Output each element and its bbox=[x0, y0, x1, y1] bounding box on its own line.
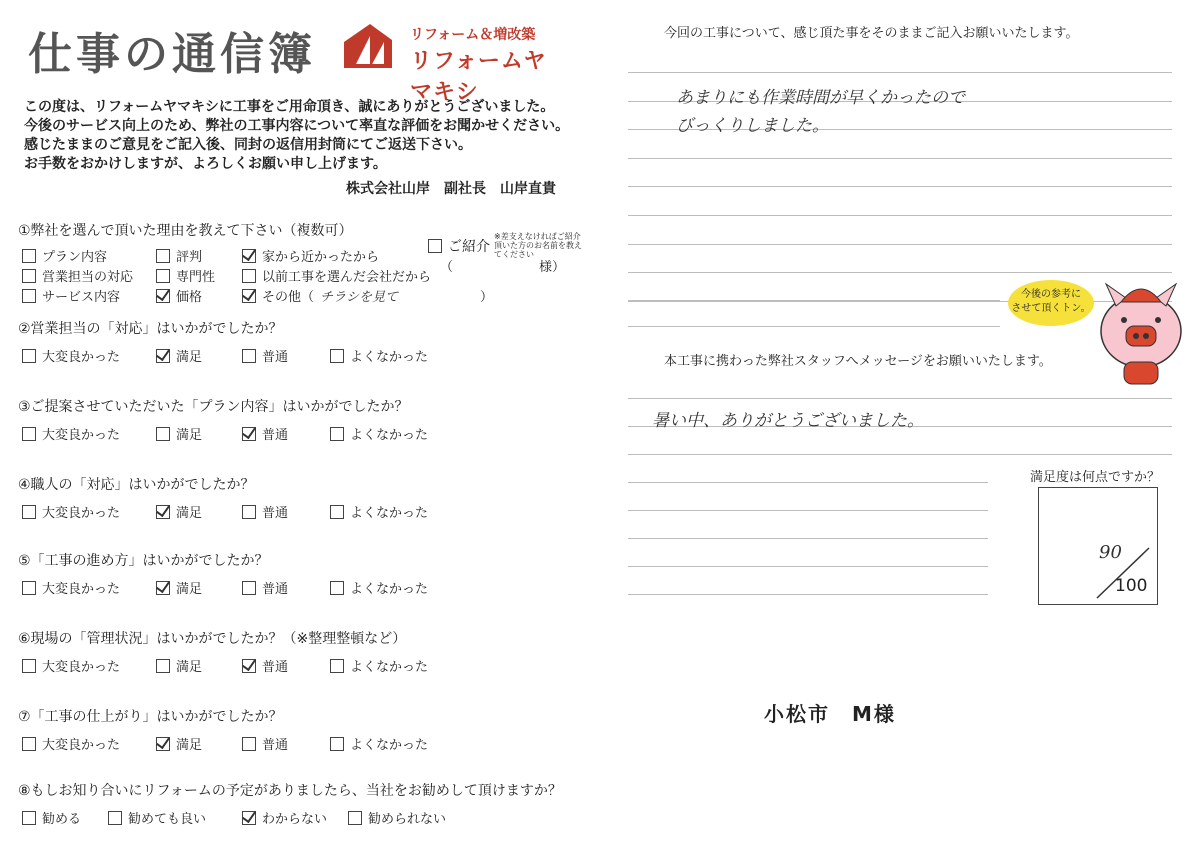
option-referral[interactable]: ご紹介 ※差支えなければご紹介頂いた方のお名前を教えてください bbox=[428, 232, 588, 259]
question-title: ③ご提案させていただいた「プラン内容」はいかがでしたか？ bbox=[18, 399, 409, 415]
rating-option[interactable]: 大変良かった bbox=[22, 424, 120, 443]
ruled-line bbox=[628, 510, 988, 511]
question-2 bbox=[18, 318, 598, 368]
rating-option[interactable]: よくなかった bbox=[330, 656, 428, 675]
checkbox[interactable] bbox=[330, 427, 344, 441]
option-sales-response[interactable]: 営業担当の対応 bbox=[22, 266, 133, 285]
checkbox[interactable] bbox=[242, 581, 256, 595]
ruled-line bbox=[628, 398, 1172, 399]
ruled-line bbox=[628, 272, 1172, 273]
checkbox[interactable] bbox=[330, 659, 344, 673]
checkbox[interactable] bbox=[108, 811, 122, 825]
rating-option[interactable]: よくなかった bbox=[330, 346, 428, 365]
question-1 bbox=[18, 220, 598, 306]
rating-option[interactable]: よくなかった bbox=[330, 424, 428, 443]
checkbox[interactable] bbox=[22, 289, 36, 303]
rating-option[interactable]: よくなかった bbox=[330, 578, 428, 597]
ruled-line bbox=[628, 482, 988, 483]
comment-prompt: 今回の工事について、感じ頂た事をそのままご記入お願いいたします。 bbox=[664, 26, 1079, 41]
referral-name-field[interactable]: （ 様） bbox=[440, 260, 566, 275]
rating-option[interactable]: 普通 bbox=[242, 656, 288, 675]
checkbox-checked[interactable] bbox=[242, 427, 256, 441]
ruled-line bbox=[628, 566, 988, 567]
checkbox[interactable] bbox=[156, 269, 170, 283]
ruled-line bbox=[628, 594, 988, 595]
checkbox[interactable] bbox=[242, 505, 256, 519]
rating-option[interactable]: 満足 bbox=[156, 578, 202, 597]
checkbox[interactable] bbox=[22, 349, 36, 363]
checkbox-checked[interactable] bbox=[242, 289, 256, 303]
question-title: ⑥現場の「管理状況」はいかがでしたか？（※整理整頓など） bbox=[18, 631, 407, 647]
checkbox[interactable] bbox=[330, 505, 344, 519]
rating-option[interactable]: 普通 bbox=[242, 346, 288, 365]
rating-option[interactable]: 満足 bbox=[156, 656, 202, 675]
pig-mascot-icon bbox=[1096, 276, 1186, 386]
checkbox[interactable] bbox=[242, 737, 256, 751]
logo-name: リフォームヤマキシ bbox=[410, 49, 547, 105]
rating-option[interactable]: 満足 bbox=[156, 502, 202, 521]
question-title: ②営業担当の「対応」はいかがでしたか？ bbox=[18, 321, 283, 337]
comment-text[interactable] bbox=[676, 84, 965, 140]
checkbox-checked[interactable] bbox=[156, 737, 170, 751]
ruled-line bbox=[628, 244, 1172, 245]
score-box[interactable] bbox=[1038, 487, 1158, 605]
signature: 株式会社山岸 副社長 山岸直貴 bbox=[346, 181, 556, 197]
ruled-line bbox=[628, 454, 1172, 455]
rating-option[interactable]: 大変良かった bbox=[22, 734, 120, 753]
option-price[interactable]: 価格 bbox=[156, 286, 202, 305]
question-5 bbox=[18, 550, 598, 600]
checkbox[interactable] bbox=[22, 737, 36, 751]
rating-option[interactable]: 大変良かった bbox=[22, 502, 120, 521]
checkbox[interactable] bbox=[156, 659, 170, 673]
checkbox-checked[interactable] bbox=[242, 249, 256, 263]
question-7 bbox=[18, 706, 598, 756]
question-4 bbox=[18, 474, 598, 524]
rating-option[interactable]: 普通 bbox=[242, 734, 288, 753]
checkbox[interactable] bbox=[22, 249, 36, 263]
option-service[interactable]: サービス内容 bbox=[22, 286, 120, 305]
greeting-text bbox=[24, 98, 569, 174]
question-title: ①弊社を選んで頂いた理由を教えて下さい（複数可） bbox=[18, 223, 353, 239]
recommend-option[interactable]: 勧める bbox=[22, 808, 81, 827]
option-previous-company[interactable]: 以前工事を選んだ会社だから bbox=[242, 266, 431, 285]
ruled-line bbox=[628, 215, 1172, 216]
score-label: 満足度は何点ですか？ bbox=[1030, 470, 1161, 485]
speech-bubble: 今後の参考に させて頂くトン。 bbox=[1008, 280, 1094, 326]
greeting-line: 感じたままのご意見をご記入後、同封の返信用封筒にてご返送下さい。 bbox=[24, 137, 472, 153]
checkbox[interactable] bbox=[22, 581, 36, 595]
ruled-line bbox=[628, 326, 1000, 327]
question-8 bbox=[18, 780, 608, 830]
message-prompt: 本工事に携わった弊社スタッフへメッセージをお願いいたします。 bbox=[664, 354, 1052, 369]
greeting-line: 今後のサービス向上のため、弊社の工事内容について率直な評価をお聞かせください。 bbox=[24, 118, 570, 134]
checkbox[interactable] bbox=[22, 427, 36, 441]
greeting-line: お手数をおかけしますが、よろしくお願い申し上げます。 bbox=[24, 156, 387, 172]
option-reputation[interactable]: 評判 bbox=[156, 246, 202, 265]
checkbox-checked[interactable] bbox=[242, 811, 256, 825]
question-3 bbox=[18, 396, 598, 446]
rating-option[interactable]: 普通 bbox=[242, 502, 288, 521]
page-title: 仕事の通信簿 bbox=[28, 29, 316, 80]
checkbox[interactable] bbox=[22, 505, 36, 519]
ruled-line bbox=[628, 538, 988, 539]
option-expertise[interactable]: 専門性 bbox=[156, 266, 215, 285]
greeting-line: この度は、リフォームヤマキシに工事をご用命頂き、誠にありがとうございました。 bbox=[24, 99, 555, 115]
option-plan[interactable]: プラン内容 bbox=[22, 246, 107, 265]
question-title: ④職人の「対応」はいかがでしたか？ bbox=[18, 477, 255, 493]
checkbox[interactable] bbox=[242, 269, 256, 283]
checkbox[interactable] bbox=[330, 737, 344, 751]
rating-option[interactable]: よくなかった bbox=[330, 734, 428, 753]
rating-option[interactable]: 満足 bbox=[156, 424, 202, 443]
rating-option[interactable]: 大変良かった bbox=[22, 578, 120, 597]
ruled-line bbox=[628, 186, 1172, 187]
checkbox[interactable] bbox=[22, 269, 36, 283]
checkbox-checked[interactable] bbox=[156, 289, 170, 303]
rating-option[interactable]: 普通 bbox=[242, 578, 288, 597]
checkbox-checked[interactable] bbox=[156, 581, 170, 595]
checkbox[interactable] bbox=[242, 349, 256, 363]
other-text: チラシを見て bbox=[320, 290, 399, 305]
question-title: ⑤「工事の進め方」はいかがでしたか？ bbox=[18, 553, 269, 569]
comment-line: あまりにも作業時間が早くかったので bbox=[676, 88, 965, 108]
logo-subtitle: リフォーム＆増改築 bbox=[410, 27, 536, 43]
rating-option[interactable]: 大変良かった bbox=[22, 656, 120, 675]
checkbox[interactable] bbox=[428, 239, 442, 253]
rating-option[interactable]: よくなかった bbox=[330, 502, 428, 521]
recommend-option[interactable]: 勧めても良い bbox=[108, 808, 206, 827]
rating-option[interactable]: 大変良かった bbox=[22, 346, 120, 365]
recommend-option[interactable]: 勧められない bbox=[348, 808, 446, 827]
rating-option[interactable]: 普通 bbox=[242, 424, 288, 443]
checkbox[interactable] bbox=[156, 249, 170, 263]
checkbox-checked[interactable] bbox=[156, 349, 170, 363]
house-logo-icon bbox=[340, 22, 396, 70]
checkbox[interactable] bbox=[348, 811, 362, 825]
question-6 bbox=[18, 628, 598, 678]
question-title: ⑦「工事の仕上がり」はいかがでしたか？ bbox=[18, 709, 283, 725]
ruled-line bbox=[628, 72, 1172, 73]
question-title: ⑧もしお知り合いにリフォームの予定がありましたら、当社をお勧めして頂けますか？ bbox=[18, 783, 562, 799]
ruled-line bbox=[628, 300, 1000, 301]
checkbox[interactable] bbox=[330, 581, 344, 595]
score-value: 90 bbox=[1099, 542, 1122, 563]
ruled-line bbox=[628, 158, 1172, 159]
recommend-option[interactable]: わからない bbox=[242, 808, 327, 827]
checkbox[interactable] bbox=[156, 427, 170, 441]
checkbox[interactable] bbox=[22, 811, 36, 825]
option-other[interactable]: その他（ チラシを見て ） bbox=[242, 286, 493, 305]
customer-name: 小松市 M様 bbox=[764, 702, 896, 726]
rating-option[interactable]: 満足 bbox=[156, 734, 202, 753]
option-near-home[interactable]: 家から近かったから bbox=[242, 246, 379, 265]
checkbox[interactable] bbox=[22, 659, 36, 673]
company-logo bbox=[340, 20, 560, 105]
checkbox-checked[interactable] bbox=[242, 659, 256, 673]
checkbox-checked[interactable] bbox=[156, 505, 170, 519]
checkbox[interactable] bbox=[330, 349, 344, 363]
comment-line: びっくりしました。 bbox=[676, 116, 829, 136]
score-max: 100 bbox=[1115, 576, 1148, 596]
message-text[interactable]: 暑い中、ありがとうございました。 bbox=[652, 411, 924, 431]
rating-option[interactable]: 満足 bbox=[156, 346, 202, 365]
referral-note: ※差支えなければご紹介頂いた方のお名前を教えてください bbox=[494, 232, 582, 259]
